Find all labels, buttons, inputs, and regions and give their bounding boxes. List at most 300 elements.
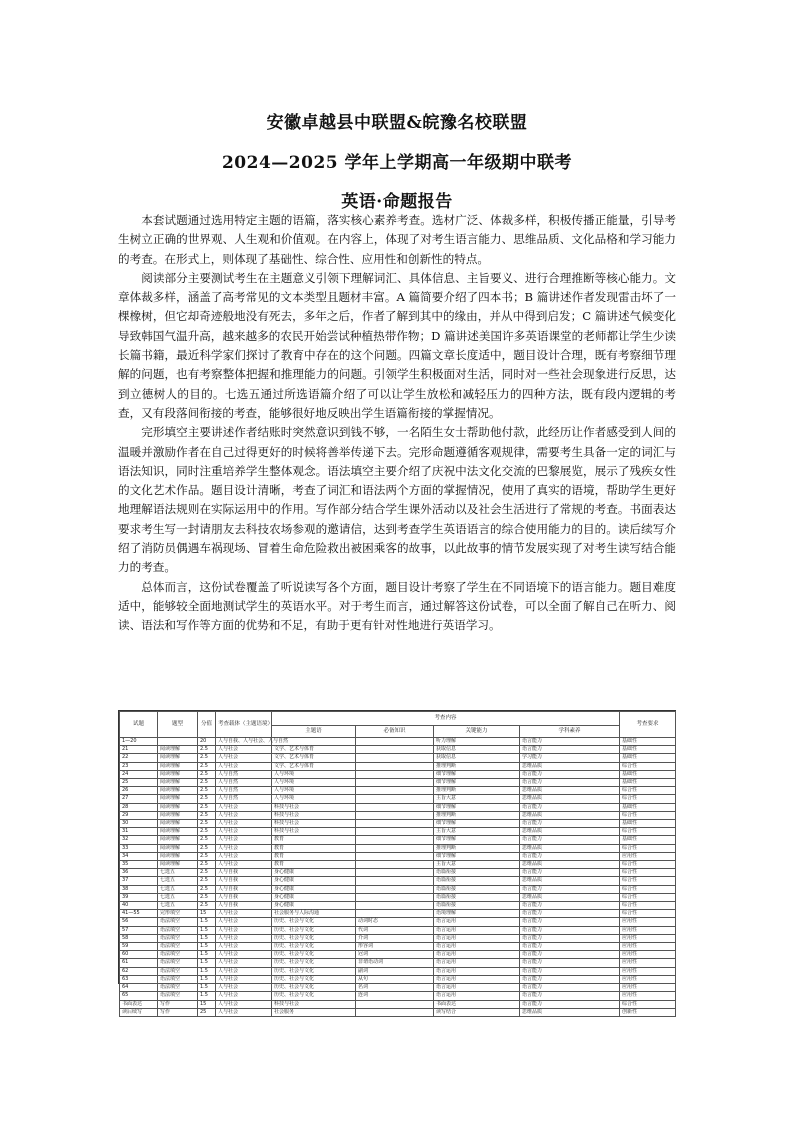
cell-context: 人与社会 <box>216 992 272 1000</box>
cell-type: 阅读理解 <box>158 861 198 869</box>
cell-score: 2.5 <box>198 844 216 852</box>
cell-item: 27 <box>120 795 158 803</box>
table-row <box>120 951 676 959</box>
cell-ability: 细节理解 <box>434 803 520 811</box>
cell-score: 2.5 <box>198 746 216 754</box>
cell-requirement: 基础性 <box>620 803 676 811</box>
cell-knowledge: 名词 <box>356 984 434 992</box>
cell-theme: 历史、社会与文化 <box>272 959 356 967</box>
cell-literacy: 语言能力 <box>520 852 620 860</box>
cell-type: 完形填空 <box>158 910 198 918</box>
cell-context: 人与自然 <box>216 787 272 795</box>
cell-knowledge <box>356 844 434 852</box>
cell-theme: 社会服务与人际沟通 <box>272 910 356 918</box>
table-row <box>120 836 676 844</box>
cell-requirement: 应用性 <box>620 984 676 992</box>
cell-ability: 推理判断 <box>434 787 520 795</box>
cell-item: 22 <box>120 754 158 762</box>
cell-score: 1.5 <box>198 934 216 942</box>
cell-score: 2.5 <box>198 787 216 795</box>
cell-knowledge <box>356 738 434 746</box>
spec-table-body <box>120 738 676 1017</box>
table-row <box>120 787 676 795</box>
cell-score: 2.5 <box>198 861 216 869</box>
cell-type: 阅读理解 <box>158 844 198 852</box>
cell-ability: 主旨大意 <box>434 828 520 836</box>
cell-type: 阅读理解 <box>158 852 198 860</box>
cell-literacy: 语言能力 <box>520 779 620 787</box>
cell-knowledge: 非谓语动词 <box>356 959 434 967</box>
cell-literacy: 思维品质 <box>520 893 620 901</box>
cell-knowledge <box>356 828 434 836</box>
paragraph-reading: 阅读部分主要测试考生在主题意义引领下理解词汇、具体信息、主旨要义、进行合理推断等核心能力。文章体裁多样，涵盖了高考常见的文本类型且题材丰富。A 篇简要介绍了四本书；B 篇讲述作者发现雷击坏了一棵橡树，但它却奇迹般地没有死去，多年之后，作者了解到其中的缘由，并从中得到启发；C 篇讲述气候变化导致韩国气温升高，越来越多的农民开始尝试种植热带作物；D 篇讲述美国许多英语课堂的老师都让学生少读长篇书籍，最近科学家们探讨了教育中存在的这个问题。四篇文章长度适中，题目设计合理，既有考察细节理解的问题，也有考察整体把握和推理能力的问题。引领学生积极面对生活，同时对一些社会现象进行反思，达到立德树人的目的。七选五通过所选语篇介绍了可以让学生放松和减轻压力的四种方法，既有段内逻辑的考查，又有段落间衔接的考查，能够很好地反映出学生语篇衔接的掌握情况。 <box>118 270 676 420</box>
cell-item: 38 <box>120 885 158 893</box>
cell-score: 2.5 <box>198 820 216 828</box>
cell-context: 人与社会 <box>216 910 272 918</box>
cell-knowledge <box>356 861 434 869</box>
report-subject-title: 英语·命题报告 <box>341 192 453 212</box>
cell-type: 阅读理解 <box>158 746 198 754</box>
cell-score: 2.5 <box>198 893 216 901</box>
cell-item: 30 <box>120 820 158 828</box>
spec-table <box>119 711 676 1017</box>
cell-knowledge <box>356 779 434 787</box>
cell-literacy: 语言能力 <box>520 803 620 811</box>
report-body <box>118 211 676 636</box>
cell-theme: 身心健康 <box>272 902 356 910</box>
cell-literacy: 语言能力 <box>520 738 620 746</box>
table-row <box>120 885 676 893</box>
cell-context: 人与自我、人与社会、人与自然 <box>216 738 272 746</box>
cell-ability: 语言运用 <box>434 992 520 1000</box>
table-row <box>120 762 676 770</box>
cell-ability: 细节理解 <box>434 836 520 844</box>
cell-literacy: 语言能力 <box>520 926 620 934</box>
table-row <box>120 770 676 778</box>
cell-literacy: 语言能力 <box>520 1000 620 1008</box>
cell-ability: 语言运用 <box>434 934 520 942</box>
cell-theme: 历史、社会与文化 <box>272 992 356 1000</box>
cell-score: 1.5 <box>198 984 216 992</box>
table-row <box>120 893 676 901</box>
table-row <box>120 779 676 787</box>
cell-knowledge <box>356 762 434 770</box>
cell-literacy: 思维品质 <box>520 861 620 869</box>
cell-item: 36 <box>120 869 158 877</box>
table-row <box>120 1000 676 1008</box>
table-row <box>120 992 676 1000</box>
cell-type: 语法填空 <box>158 975 198 983</box>
cell-literacy: 语言能力 <box>520 959 620 967</box>
cell-requirement: 应用性 <box>620 975 676 983</box>
cell-context: 人与自我 <box>216 893 272 901</box>
cell-knowledge: 从句 <box>356 975 434 983</box>
cell-knowledge <box>356 754 434 762</box>
cell-type: 七选五 <box>158 893 198 901</box>
cell-requirement: 综合性 <box>620 869 676 877</box>
cell-score: 2.5 <box>198 811 216 819</box>
cell-type: 语法填空 <box>158 959 198 967</box>
cell-literacy: 语言能力 <box>520 836 620 844</box>
cell-theme: 历史、社会与文化 <box>272 943 356 951</box>
cell-knowledge <box>356 885 434 893</box>
cell-ability: 语言运用 <box>434 943 520 951</box>
cell-knowledge <box>356 811 434 819</box>
cell-context: 人与社会 <box>216 852 272 860</box>
cell-literacy: 思维品质 <box>520 844 620 852</box>
cell-theme: 历史、社会与文化 <box>272 984 356 992</box>
cell-requirement: 基础性 <box>620 779 676 787</box>
cell-literacy: 语言能力 <box>520 869 620 877</box>
cell-score: 1.5 <box>198 926 216 934</box>
cell-theme: 社会服务 <box>272 1008 356 1016</box>
cell-item: 32 <box>120 836 158 844</box>
col-header-knowledge: 必备知识 <box>356 726 434 738</box>
cell-knowledge <box>356 803 434 811</box>
cell-requirement: 综合性 <box>620 910 676 918</box>
cell-knowledge: 代词 <box>356 926 434 934</box>
table-row <box>120 746 676 754</box>
cell-literacy: 语言能力 <box>520 967 620 975</box>
cell-score: 2.5 <box>198 877 216 885</box>
cell-knowledge <box>356 869 434 877</box>
cell-knowledge <box>356 787 434 795</box>
cell-item: 58 <box>120 934 158 942</box>
cell-type: 语法填空 <box>158 951 198 959</box>
cell-requirement: 应用性 <box>620 951 676 959</box>
cell-ability: 细节理解 <box>434 852 520 860</box>
cell-requirement: 综合性 <box>620 885 676 893</box>
cell-item: 31 <box>120 828 158 836</box>
cell-context: 人与社会 <box>216 934 272 942</box>
cell-requirement: 应用性 <box>620 926 676 934</box>
cell-requirement: 综合性 <box>620 844 676 852</box>
cell-context: 人与社会 <box>216 926 272 934</box>
table-row <box>120 811 676 819</box>
cell-ability: 细节理解 <box>434 820 520 828</box>
cell-type: 语法填空 <box>158 918 198 926</box>
cell-item: 60 <box>120 951 158 959</box>
cell-theme: 科技与社会 <box>272 828 356 836</box>
table-row <box>120 754 676 762</box>
col-header-theme: 主题语 <box>272 726 356 738</box>
cell-theme: 人与环境 <box>272 770 356 778</box>
cell-requirement: 综合性 <box>620 877 676 885</box>
cell-type: 阅读理解 <box>158 828 198 836</box>
cell-type: 七选五 <box>158 885 198 893</box>
cell-score: 2.5 <box>198 869 216 877</box>
cell-ability: 读写结合 <box>434 1008 520 1016</box>
cell-ability: 语篇衔接 <box>434 893 520 901</box>
cell-ability: 语篇衔接 <box>434 885 520 893</box>
cell-literacy: 语言能力 <box>520 975 620 983</box>
cell-literacy: 思维品质 <box>520 828 620 836</box>
table-row <box>120 828 676 836</box>
cell-theme: 文学、艺术与体育 <box>272 754 356 762</box>
cell-literacy: 语言能力 <box>520 770 620 778</box>
col-header-requirement: 考查要求 <box>620 712 676 738</box>
cell-ability: 听力理解 <box>434 738 520 746</box>
cell-score: 1.5 <box>198 951 216 959</box>
cell-score: 2.5 <box>198 803 216 811</box>
cell-score: 1.5 <box>198 975 216 983</box>
cell-theme: 身心健康 <box>272 893 356 901</box>
cell-ability: 语篇衔接 <box>434 902 520 910</box>
cell-item: 23 <box>120 762 158 770</box>
table-row <box>120 902 676 910</box>
cell-type: 语法填空 <box>158 992 198 1000</box>
paragraph-summary: 总体而言，这份试卷覆盖了听说读写各个方面，题目设计考察了学生在不同语境下的语言能力。题目难度适中，能够较全面地测试学生的英语水平。对于考生而言，通过解答这份试卷，可以全面了解自己在听力、阅读、语法和写作等方面的优势和不足，有助于更有针对性地进行英语学习。 <box>118 579 676 633</box>
cell-requirement: 综合性 <box>620 861 676 869</box>
cell-context: 人与社会 <box>216 836 272 844</box>
cell-knowledge <box>356 852 434 860</box>
cell-item: 65 <box>120 992 158 1000</box>
cell-context: 人与社会 <box>216 762 272 770</box>
cell-item: 读后续写 <box>120 1008 158 1016</box>
cell-item: 28 <box>120 803 158 811</box>
cell-knowledge <box>356 877 434 885</box>
col-header-type: 题型 <box>158 712 198 738</box>
cell-requirement: 综合性 <box>620 787 676 795</box>
table-row <box>120 869 676 877</box>
table-row <box>120 795 676 803</box>
cell-item: 25 <box>120 779 158 787</box>
cell-literacy: 思维品质 <box>520 877 620 885</box>
cell-item: 64 <box>120 984 158 992</box>
cell-literacy: 思维品质 <box>520 762 620 770</box>
cell-item: 57 <box>120 926 158 934</box>
cell-literacy: 语言能力 <box>520 820 620 828</box>
table-row <box>120 852 676 860</box>
cell-knowledge: 副词 <box>356 967 434 975</box>
cell-theme: 教育 <box>272 861 356 869</box>
cell-requirement: 综合性 <box>620 893 676 901</box>
cell-ability: 细节理解 <box>434 779 520 787</box>
cell-score: 1.5 <box>198 959 216 967</box>
cell-type: 阅读理解 <box>158 754 198 762</box>
cell-literacy: 语言能力 <box>520 992 620 1000</box>
cell-theme: 历史、社会与文化 <box>272 918 356 926</box>
cell-theme: 身心健康 <box>272 869 356 877</box>
cell-knowledge <box>356 910 434 918</box>
cell-type: 阅读理解 <box>158 820 198 828</box>
cell-literacy: 语言能力 <box>520 746 620 754</box>
table-row <box>120 934 676 942</box>
cell-type: 语法填空 <box>158 926 198 934</box>
cell-requirement: 创新性 <box>620 1008 676 1016</box>
cell-theme: 科技与社会 <box>272 820 356 828</box>
cell-knowledge <box>356 1008 434 1016</box>
report-exam-title: 2024—2025 学年上学期高一年级期中联考 <box>221 153 573 173</box>
cell-requirement: 基础性 <box>620 746 676 754</box>
cell-context: 人与自我 <box>216 885 272 893</box>
exam-spec-table <box>118 710 676 1015</box>
cell-requirement: 应用性 <box>620 852 676 860</box>
cell-requirement: 应用性 <box>620 934 676 942</box>
cell-score: 2.5 <box>198 795 216 803</box>
table-row <box>120 918 676 926</box>
cell-item: 41—55 <box>120 910 158 918</box>
cell-type: 阅读理解 <box>158 770 198 778</box>
cell-requirement: 综合性 <box>620 902 676 910</box>
cell-requirement: 应用性 <box>620 918 676 926</box>
cell-literacy: 思维品质 <box>520 787 620 795</box>
table-row <box>120 926 676 934</box>
cell-context: 人与自我 <box>216 869 272 877</box>
cell-knowledge <box>356 902 434 910</box>
cell-requirement: 综合性 <box>620 795 676 803</box>
cell-score: 2.5 <box>198 754 216 762</box>
cell-item: 35 <box>120 861 158 869</box>
cell-theme: 教育 <box>272 844 356 852</box>
cell-item: 34 <box>120 852 158 860</box>
cell-theme: 科技与社会 <box>272 811 356 819</box>
cell-context: 人与社会 <box>216 918 272 926</box>
cell-context: 人与自然 <box>216 779 272 787</box>
cell-context: 人与社会 <box>216 754 272 762</box>
cell-ability: 主旨大意 <box>434 795 520 803</box>
cell-ability: 语言运用 <box>434 918 520 926</box>
cell-theme: 人与环境 <box>272 795 356 803</box>
cell-context: 人与社会 <box>216 803 272 811</box>
cell-theme: 教育 <box>272 836 356 844</box>
cell-knowledge <box>356 795 434 803</box>
cell-requirement: 基础性 <box>620 754 676 762</box>
cell-context: 人与自然 <box>216 795 272 803</box>
table-row <box>120 984 676 992</box>
cell-requirement: 应用性 <box>620 959 676 967</box>
cell-type: 写作 <box>158 1008 198 1016</box>
cell-score: 15 <box>198 1000 216 1008</box>
cell-ability: 语言运用 <box>434 959 520 967</box>
cell-literacy: 思维品质 <box>520 1008 620 1016</box>
cell-context: 人与社会 <box>216 967 272 975</box>
table-row <box>120 738 676 746</box>
cell-literacy: 语言能力 <box>520 951 620 959</box>
cell-context: 人与自我 <box>216 902 272 910</box>
cell-score: 2.5 <box>198 770 216 778</box>
cell-ability: 书面表达 <box>434 1000 520 1008</box>
cell-item: 26 <box>120 787 158 795</box>
table-row <box>120 861 676 869</box>
cell-type: 七选五 <box>158 869 198 877</box>
cell-type: 阅读理解 <box>158 803 198 811</box>
cell-knowledge <box>356 1000 434 1008</box>
cell-requirement: 基础性 <box>620 836 676 844</box>
cell-requirement: 应用性 <box>620 992 676 1000</box>
cell-theme: 科技与社会 <box>272 1000 356 1008</box>
cell-requirement: 综合性 <box>620 811 676 819</box>
table-row <box>120 803 676 811</box>
cell-requirement: 应用性 <box>620 943 676 951</box>
cell-literacy: 语言能力 <box>520 885 620 893</box>
cell-theme: 人与环境 <box>272 787 356 795</box>
cell-requirement: 综合性 <box>620 828 676 836</box>
cell-context: 人与社会 <box>216 1000 272 1008</box>
cell-item: 1—20 <box>120 738 158 746</box>
cell-knowledge <box>356 770 434 778</box>
cell-knowledge <box>356 836 434 844</box>
cell-ability: 语言运用 <box>434 926 520 934</box>
cell-theme: 文学、艺术与体育 <box>272 746 356 754</box>
cell-theme: 历史、社会与文化 <box>272 975 356 983</box>
cell-literacy: 思维品质 <box>520 811 620 819</box>
cell-requirement: 综合性 <box>620 1000 676 1008</box>
cell-requirement: 基础性 <box>620 770 676 778</box>
cell-context: 人与社会 <box>216 746 272 754</box>
cell-item: 61 <box>120 959 158 967</box>
paragraph-cloze-writing: 完形填空主要讲述作者结账时突然意识到钱不够，一名陌生女士帮助他付款，此经历让作者感受到人间的温暖并激励作者在自己过得更好的时候将善举传递下去。完形命题遵循客观规律，需要考生具备一定的词汇与语法知识，同时注重培养学生整体观念。语法填空主要介绍了庆祝中法文化交流的巴黎展览，展示了残疾女性的文化艺术作品。题目设计清晰，考查了词汇和语法两个方面的掌握情况，使用了真实的语境，帮助学生更好地理解语法规则在实际运用中的作用。写作部分结合学生课外活动以及社会生活进行了常规的考查。书面表达要求考生写一封请朋友去科技农场参观的邀请信，达到考查学生英语语言的综合使用能力的目的。读后续写介绍了消防员偶遇车祸现场、冒着生命危险救出被困乘客的故事，以此故事的情节发展实现了对考生读写结合能力的考查。 <box>118 425 676 575</box>
cell-requirement: 综合性 <box>620 762 676 770</box>
cell-item: 37 <box>120 877 158 885</box>
cell-context: 人与社会 <box>216 811 272 819</box>
cell-context: 人与社会 <box>216 820 272 828</box>
cell-score: 2.5 <box>198 852 216 860</box>
cell-knowledge <box>356 893 434 901</box>
cell-knowledge: 形容词 <box>356 943 434 951</box>
cell-knowledge <box>356 746 434 754</box>
cell-score: 1.5 <box>198 943 216 951</box>
col-header-literacy: 学科素养 <box>520 726 620 738</box>
cell-literacy: 思维品质 <box>520 795 620 803</box>
cell-item: 59 <box>120 943 158 951</box>
cell-context: 人与社会 <box>216 943 272 951</box>
cell-type: 语法填空 <box>158 943 198 951</box>
cell-type <box>158 738 198 746</box>
cell-ability: 推理判断 <box>434 811 520 819</box>
cell-score: 20 <box>198 738 216 746</box>
cell-literacy: 语言能力 <box>520 910 620 918</box>
cell-score: 25 <box>198 1008 216 1016</box>
cell-context: 人与社会 <box>216 959 272 967</box>
cell-ability: 主旨大意 <box>434 861 520 869</box>
table-row <box>120 1008 676 1016</box>
cell-item: 24 <box>120 770 158 778</box>
cell-item: 21 <box>120 746 158 754</box>
cell-literacy: 语言能力 <box>520 934 620 942</box>
cell-item: 56 <box>120 918 158 926</box>
cell-ability: 细节理解 <box>434 770 520 778</box>
cell-knowledge <box>356 820 434 828</box>
paragraph-overview: 本套试题通过选用特定主题的语篇，落实核心素养考查。选材广泛、体裁多样，积极传播正能量，引导考生树立正确的世界观、人生观和价值观。在内容上，体现了对考生语言能力、思维品质、文化品格和学习能力的考查。在形式上，则体现了基础性、综合性、应用性和创新性的特点。 <box>118 213 676 266</box>
cell-type: 七选五 <box>158 902 198 910</box>
cell-item: 书面表达 <box>120 1000 158 1008</box>
cell-type: 阅读理解 <box>158 836 198 844</box>
table-row <box>120 975 676 983</box>
cell-ability: 推理判断 <box>434 844 520 852</box>
cell-theme: 身心健康 <box>272 877 356 885</box>
cell-literacy: 语言能力 <box>520 902 620 910</box>
cell-context: 人与社会 <box>216 984 272 992</box>
cell-knowledge: 冠词 <box>356 951 434 959</box>
cell-theme: 人与环境 <box>272 779 356 787</box>
cell-knowledge: 介词 <box>356 934 434 942</box>
report-school-title: 安徽卓越县中联盟&皖豫名校联盟 <box>266 113 528 133</box>
cell-type: 语法填空 <box>158 967 198 975</box>
cell-context: 人与社会 <box>216 828 272 836</box>
cell-requirement: 基础性 <box>620 820 676 828</box>
cell-theme: 历史、社会与文化 <box>272 967 356 975</box>
cell-type: 阅读理解 <box>158 795 198 803</box>
cell-literacy: 语言能力 <box>520 918 620 926</box>
cell-type: 阅读理解 <box>158 762 198 770</box>
cell-item: 40 <box>120 902 158 910</box>
cell-context: 人与社会 <box>216 951 272 959</box>
cell-knowledge: 连词 <box>356 992 434 1000</box>
table-row <box>120 820 676 828</box>
cell-item: 63 <box>120 975 158 983</box>
cell-literacy: 语言能力 <box>520 984 620 992</box>
